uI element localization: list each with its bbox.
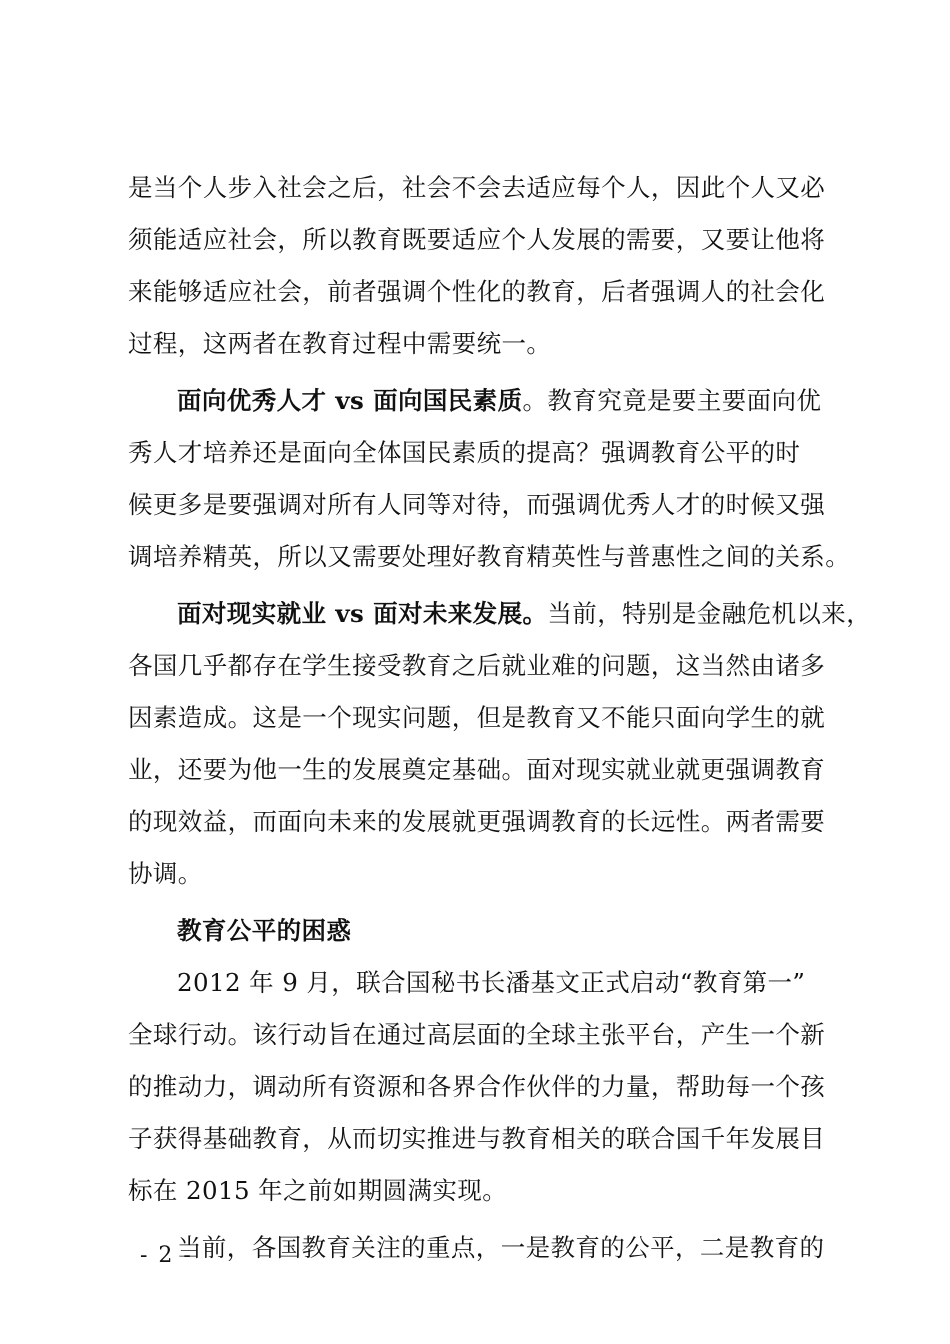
paragraph-2-lead-text: 。教育究竟是要主要面向优 bbox=[522, 386, 822, 415]
paragraph-1-line-3: 来能够适应社会，前者强调个性化的教育，后者强调人的社会化 bbox=[128, 277, 826, 306]
paragraph-3-lead-text: 当前，特别是金融危机以来， bbox=[547, 599, 872, 628]
paragraph-5-line-1: 当前，各国教育关注的重点，一是教育的公平，二是教育的 bbox=[177, 1233, 825, 1262]
page-number: - 2 - bbox=[140, 1243, 193, 1268]
paragraph-1-line-1: 是当个人步入社会之后，社会不会去适应每个人，因此个人又必 bbox=[128, 173, 826, 202]
paragraph-3-line-1 bbox=[128, 588, 872, 640]
paragraph-2-line-3: 候更多是要强调对所有人同等对待，而强调优秀人才的时候又强 bbox=[128, 490, 826, 519]
paragraph-4-line-4: 子获得基础教育，从而切实推进与教育相关的联合国千年发展目 bbox=[128, 1124, 826, 1153]
paragraph-2-heading: 面向优秀人才 vs 面向国民素质 bbox=[177, 386, 523, 415]
paragraph-3-line-4: 业，还要为他一生的发展奠定基础。面对现实就业就更强调教育 bbox=[128, 755, 826, 784]
paragraph-4-line-1: 2012 年 9 月，联合国秘书长潘基文正式启动“教育第一” bbox=[177, 968, 806, 997]
paragraph-3-line-5: 的现效益，而面向未来的发展就更强调教育的长远性。两者需要 bbox=[128, 807, 826, 836]
paragraph-4-line-3: 的推动力，调动所有资源和各界合作伙伴的力量，帮助每一个孩 bbox=[128, 1072, 826, 1101]
section-heading: 教育公平的困惑 bbox=[177, 916, 352, 945]
paragraph-3-line-6: 协调。 bbox=[128, 859, 203, 888]
paragraph-1-line-2: 须能适应社会，所以教育既要适应个人发展的需要，又要让他将 bbox=[128, 225, 826, 254]
body-text bbox=[128, 162, 872, 1274]
paragraph-4-line-5: 标在 2015 年之前如期圆满实现。 bbox=[128, 1176, 508, 1205]
paragraph-3-line-2: 各国几乎都存在学生接受教育之后就业难的问题，这当然由诸多 bbox=[128, 651, 826, 680]
paragraph-2-line-4: 调培养精英，所以又需要处理好教育精英性与普惠性之间的关系。 bbox=[128, 542, 851, 571]
paragraph-1-line-4: 过程，这两者在教育过程中需要统一。 bbox=[128, 329, 552, 358]
paragraph-3-heading: 面对现实就业 vs 面对未来发展。 bbox=[177, 599, 548, 628]
paragraph-4-line-2: 全球行动。该行动旨在通过高层面的全球主张平台，产生一个新 bbox=[128, 1020, 826, 1049]
paragraph-2-line-2: 秀人才培养还是面向全体国民素质的提高？强调教育公平的时 bbox=[128, 438, 801, 467]
paragraph-2-line-1 bbox=[128, 375, 834, 427]
paragraph-3-line-3: 因素造成。这是一个现实问题，但是教育又不能只面向学生的就 bbox=[128, 703, 826, 732]
